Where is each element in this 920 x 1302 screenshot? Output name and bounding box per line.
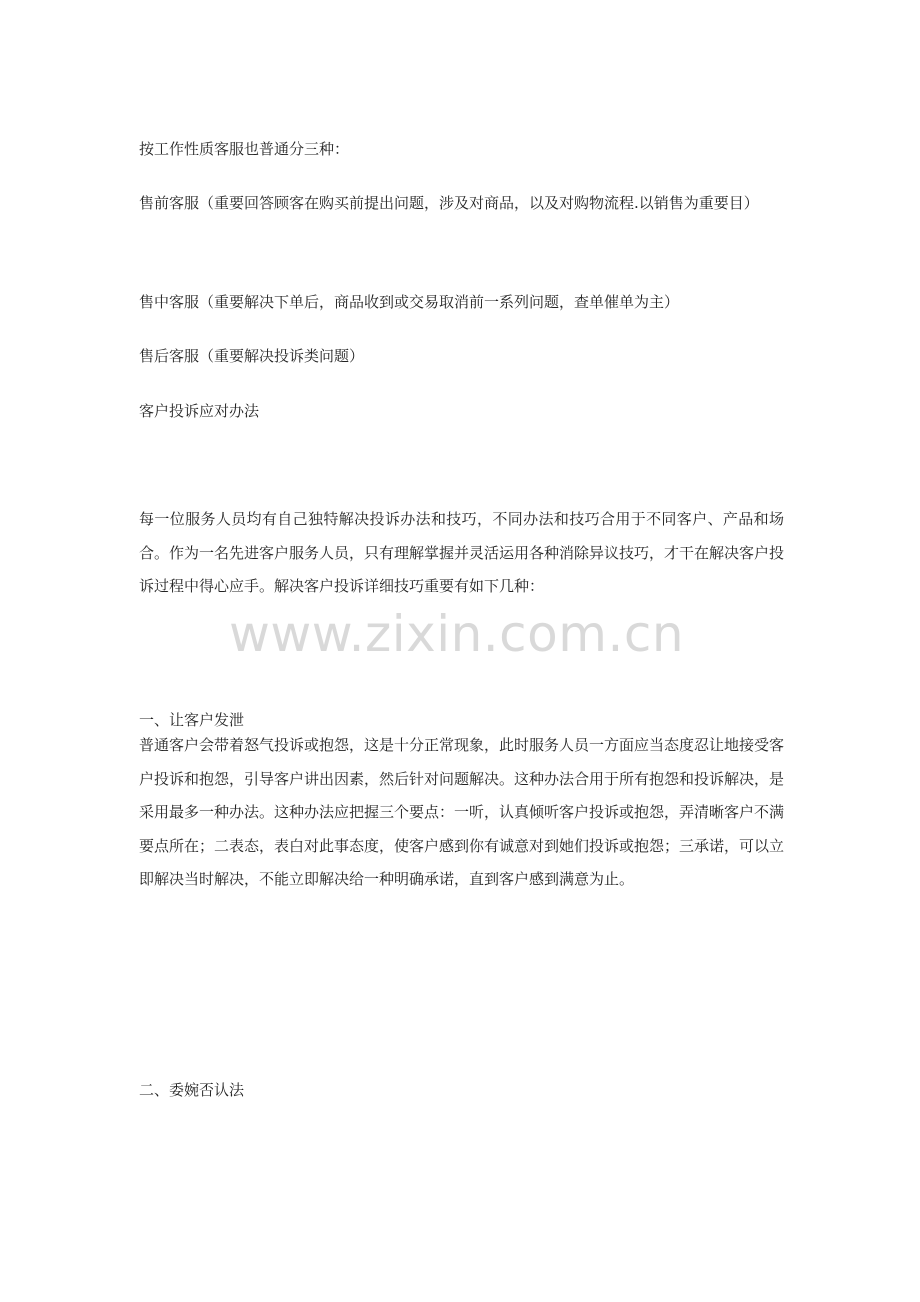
pre-sale-paragraph: 售前客服（重要回答顾客在购买前提出问题，涉及对商品，以及对购物流程.以销售为重要目） <box>139 194 759 212</box>
complaint-heading: 客户投诉应对办法 <box>139 402 260 420</box>
section1-heading: 一、让客户发泄 <box>139 711 245 729</box>
section2-heading: 二、委婉否认法 <box>139 1081 245 1099</box>
section1-body: 普通客户会带着怒气投诉或抱怨，这是十分正常现象，此时服务人员一方面应当态度忍让地接受客户投诉和抱怨，引导客户讲出因素，然后针对问题解决。这种办法合用于所有抱怨和投诉解决，是采用最多一种办法。这种办法应把握三个要点：一听，认真倾听客户投诉或抱怨，弄清晰客户不满要点所在；二表态，表白对此事态度，使客户感到你有诚意对到她们投诉或抱怨；三承诺，可以立即解决当时解决，不能立即解决给一种明确承诺，直到客户感到满意为止。 <box>139 736 785 888</box>
in-sale-paragraph: 售中客服（重要解决下单后，商品收到或交易取消前一系列问题，查单催单为主） <box>139 293 680 311</box>
intro-line: 按工作性质客服也普通分三种： <box>139 140 350 158</box>
watermark: www.zixin.com.cn <box>229 605 685 663</box>
complaint-intro-paragraph: 每一位服务人员均有自己独特解决投诉办法和技巧，不同办法和技巧合用于不同客户、产品和场合。作为一名先进客户服务人员，只有理解掌握并灵活运用各种消除异议技巧，才干在解决客户投诉过程中得心应手。解决客户投诉详细技巧重要有如下几种： <box>139 510 785 595</box>
after-sale-paragraph: 售后客服（重要解决投诉类问题） <box>139 347 365 365</box>
